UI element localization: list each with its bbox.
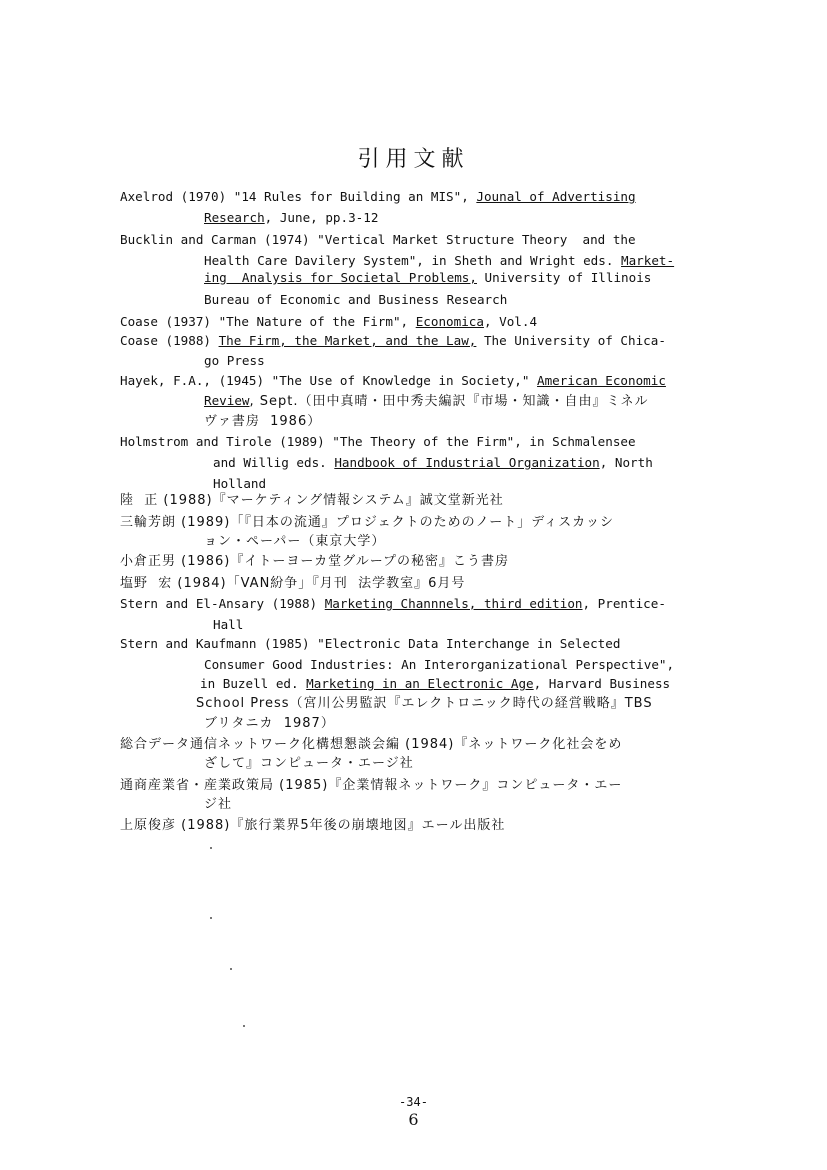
reference-line: Holland [213,476,267,491]
reference-line: Hall [213,617,244,632]
reference-line: ing Analysis for Societal Problems, University of Illinois [204,270,652,285]
reference-line: Bucklin and Carman (1974) "Vertical Market Structure Theory and the [120,232,636,247]
reference-line: School Press（宮川公男監訳『エレクトロニック時代の経営戦略』TBS [196,696,653,711]
reference-line: 総合データ通信ネットワーク化構想懇談会編 (1984)『ネットワーク化社会をめ [120,737,623,752]
reference-line: Coase (1937) "The Nature of the Firm", Economica, Vol.4 [120,314,538,329]
reference-line: ざして』コンピュータ・エージ社 [204,756,414,771]
reference-line: Health Care Davilery System", in Sheth and Wright eds. Market- [204,253,675,268]
reference-line: Coase (1988) The Firm, the Market, and the Law, The University of Chica- [120,333,666,348]
reference-line: and Willig eds. Handbook of Industrial Organization, North [213,455,653,470]
scan-speck [230,968,232,970]
scan-speck [210,847,212,849]
reference-line: ブリタニカ 1987） [204,716,335,731]
reference-line: Stern and Kaufmann (1985) "Electronic Data Interchange in Selected [120,636,621,651]
reference-line: Stern and El-Ansary (1988) Marketing Channnels, third edition, Prentice- [120,596,666,611]
reference-line: 小倉正男 (1986)『イトーヨーカ堂グループの秘密』こう書房 [120,554,510,569]
reference-line: ジ社 [204,797,233,812]
page-number: 6 [408,1110,419,1129]
reference-line: Bureau of Economic and Business Research [204,292,508,307]
scan-speck [210,917,212,919]
reference-line: 通商産業省・産業政策局 (1985)『企業情報ネットワーク』コンピュータ・エー [120,778,623,793]
reference-line: Review, Sept.（田中真晴・田中秀夫編訳『市場・知識・自由』ミネル [204,393,649,409]
reference-line: go Press [204,353,265,368]
scan-speck [243,1025,245,1027]
reference-line: Consumer Good Industries: An Interorganizational Perspective", [204,657,675,672]
reference-line: Axelrod (1970) "14 Rules for Building an MIS", Jounal of Advertising [120,189,636,204]
reference-line: 上原俊彦 (1988)『旅行業界5年後の崩壊地図』エール出版社 [120,818,506,833]
page-marker: -34- [399,1095,428,1109]
reference-line: 塩野 宏 (1984)「VAN紛争」『月刊 法学教室』6月号 [120,576,466,591]
reference-line: ヴァ書房 1986） [204,414,322,429]
reference-line: in Buzell ed. Marketing in an Electronic Age, Harvard Business [200,676,671,691]
reference-line: ョン・ペーパー（東京大学） [204,534,386,549]
reference-line: Holmstrom and Tirole (1989) "The Theory of the Firm", in Schmalensee [120,434,636,449]
page-title: 引用文献 [357,147,470,172]
reference-line: Research, June, pp.3-12 [204,210,379,225]
reference-line: Hayek, F.A., (1945) "The Use of Knowledge in Society," American Economic [120,373,666,388]
reference-line: 陸 正 (1988)『マーケティング情報システム』誠文堂新光社 [120,493,504,508]
reference-line: 三輪芳朗 (1989)「『日本の流通』プロジェクトのためのノート」ディスカッシ [120,515,615,530]
